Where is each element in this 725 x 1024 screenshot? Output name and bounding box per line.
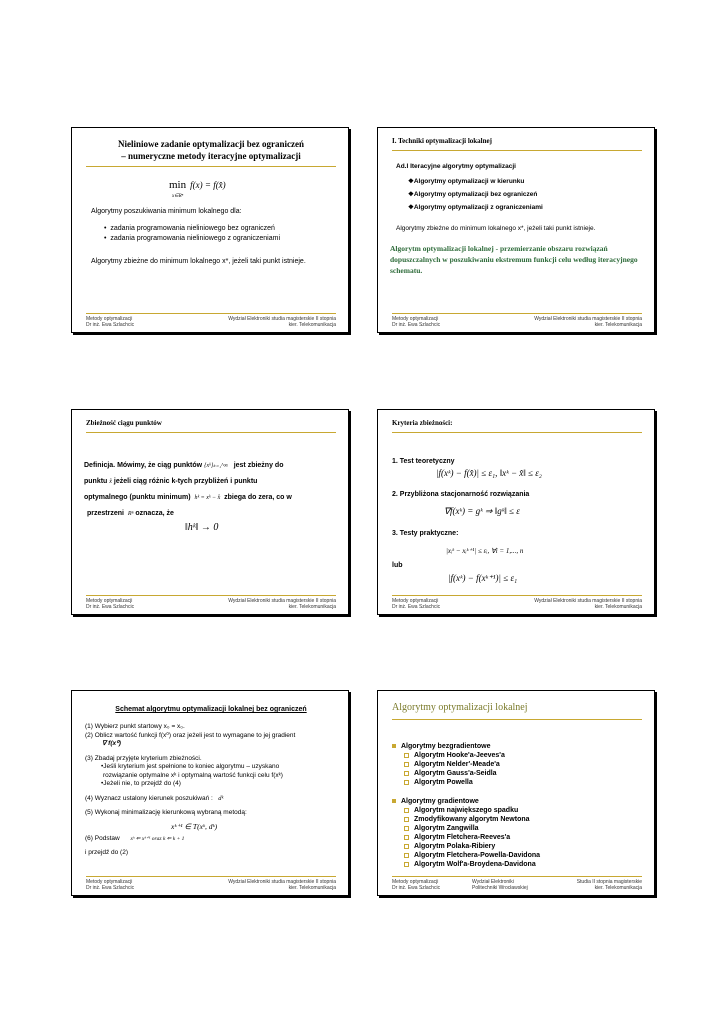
slide-title	[72, 138, 350, 162]
definition-block	[84, 458, 344, 522]
text: optymalnego (punktu minimum)	[84, 494, 191, 501]
step-5-formula: xᵏ⁺¹ ∈ T(xᵏ, dᵏ)	[171, 821, 218, 831]
group-gradient-free	[392, 742, 540, 751]
list-item-text: Algorytm Zangwilla	[414, 825, 479, 832]
footer-course: Metody optymalizacji	[86, 879, 133, 885]
list-item	[404, 751, 540, 760]
list-item-text: Algorytm Fletchera-Reeves'a	[414, 834, 511, 841]
footer-left	[86, 316, 134, 328]
step-1: (1) Wybierz punkt startowy x₀ = x₀.	[85, 723, 185, 730]
slide-6	[377, 690, 655, 896]
bullet-hollow-icon	[404, 753, 409, 758]
footer-university: Politechniki Wrocławskiej	[472, 885, 528, 891]
footer-rule	[392, 595, 642, 596]
gradient-free-list	[392, 751, 540, 787]
footer-program: kier. Telekomunikacja	[594, 604, 642, 610]
footer-middle	[472, 879, 528, 891]
footer-course: Metody optymalizacji	[392, 598, 439, 604]
bullet-hollow-icon	[404, 862, 409, 867]
slide-4	[377, 409, 655, 615]
group-title: Algorytmy gradientowe	[401, 798, 479, 805]
list-item-text: Algorytm Wolf'a-Broydena-Davidona	[414, 861, 536, 868]
footer-author: Dr inż. Ewa Szlachcic	[392, 322, 441, 328]
footer-course: Metody optymalizacji	[392, 316, 439, 322]
list-item	[404, 824, 540, 833]
footer-author: Dr inż. Ewa Szlachcic	[86, 604, 135, 610]
bullet-hollow-icon	[404, 771, 409, 776]
list-item-text: Algorytm Hooke'a-Jeeves'a	[414, 752, 505, 759]
list-item-text: Algorytm Gauss'a-Seidla	[414, 770, 497, 777]
footer-author: Dr inż. Ewa Szlachcic	[392, 604, 441, 610]
text: przestrzeni	[87, 510, 124, 517]
bullet-square-icon	[392, 744, 396, 748]
group-gradient	[392, 797, 540, 806]
footer-faculty: Wydział Elektroniki studia magisterskie II stopnia	[534, 598, 642, 604]
definition-line-4	[84, 506, 344, 522]
title-rule	[86, 432, 336, 433]
step-4	[85, 795, 340, 804]
criterion-4-formula: |f(xᵏ) − f(xᵏ⁺¹)| ≤ ε₁	[448, 573, 518, 583]
slide-title: Algorytmy optymalizacji lokalnej	[392, 702, 528, 713]
list-item-text: zadania programowania nieliniowego z ograniczeniami	[110, 235, 280, 242]
footer-faculty: Wydział Elektroniki studia magisterskie II stopnia	[228, 879, 336, 885]
convergence-text: Algorytmy zbieżne do minimum lokalnego x*, jeżeli taki punkt istnieje.	[396, 225, 596, 232]
bullet-list	[104, 224, 280, 244]
footer-right	[228, 879, 336, 891]
list-item-text: Algorytmy optymalizacji bez ograniczeń	[413, 191, 538, 198]
text: jeżeli ciąg różnic k-tych przybliżeń i punktu	[113, 478, 258, 485]
footer-left	[86, 598, 134, 610]
bullet-hollow-icon	[404, 762, 409, 767]
step-3-no: •Jeżeli nie, to przejdź do (4)	[101, 780, 181, 787]
list-item-text: Algorytm Polaka-Ribiery	[414, 843, 496, 850]
list-item-text: Algorytm Nelder'-Meade'a	[414, 761, 500, 768]
list-item: • zadania programowania nieliniowego z ograniczeniami	[104, 235, 280, 242]
footer-course: Metody optymalizacji	[86, 316, 133, 322]
footer-faculty: Wydział Elektroniki studia magisterskie II stopnia	[228, 316, 336, 322]
criterion-2-heading: 2. Przybliżona stacjonarność rozwiązania	[392, 491, 530, 498]
list-item	[404, 806, 540, 815]
bullet-hollow-icon	[404, 853, 409, 858]
criterion-1-heading: 1. Test teoretyczny	[392, 458, 455, 465]
footer-studies: Studia II stopnia magisterskie	[576, 879, 642, 885]
step-4-text: (4) Wyznacz ustalony kierunek poszukiwań :	[85, 794, 213, 802]
title-line-1: Nieliniowe zadanie optymalizacji bez ograniczeń	[118, 139, 304, 149]
criterion-2-formula: ∇f(xᵏ) = gᵏ ⇒ ‖gᵏ‖ ≤ ε	[444, 506, 520, 516]
slide-title: Zbieżność ciągu punktów	[86, 419, 162, 427]
footer-left	[392, 598, 440, 610]
bullet-hollow-icon	[404, 844, 409, 849]
list-item: • zadania programowania nieliniowego bez ograniczeń	[104, 225, 275, 232]
group-title: Algorytmy bezgradientowe	[401, 743, 491, 750]
text: zbiega do zera, co w	[224, 494, 292, 501]
text: punktu	[84, 478, 108, 485]
footer-program: kier. Telekomunikacja	[288, 604, 336, 610]
formula-min: min	[169, 179, 187, 191]
list-item-text: Algorytmy optymalizacji w kierunku	[413, 178, 525, 185]
step-6-formula: xᵏ ⇐ xᵏ⁺¹ oraz k ⇐ k + 1	[130, 836, 185, 842]
intro-text: Algorytmy poszukiwania minimum lokalnego dla:	[91, 208, 242, 215]
footer-rule	[392, 876, 642, 877]
footer-faculty: Wydział Elektroniki studia magisterskie II stopnia	[228, 598, 336, 604]
definition-line-3	[84, 490, 344, 506]
formula-sub: x∈Rⁿ	[172, 194, 184, 199]
slide-2	[377, 127, 655, 333]
convergence-text: Algorytmy zbieżne do minimum lokalnego x*, jeżeli taki punkt istnieje.	[91, 258, 306, 265]
technique-list	[408, 175, 543, 214]
list-item-text: Algorytm Powella	[414, 779, 473, 786]
bullet-hollow-icon	[404, 835, 409, 840]
list-item-text: zadania programowania nieliniowego bez ograniczeń	[110, 225, 275, 232]
spacer	[392, 787, 540, 797]
list-item	[404, 760, 540, 769]
step-3-result: rozwiązanie optymalne xᵏ i optymalną wartość funkcji celu f(xᵏ)	[103, 771, 283, 779]
footer-author: Dr inż. Ewa Szlachcic	[86, 885, 135, 891]
footer-faculty: Wydział Elektroniki studia magisterskie II stopnia	[534, 316, 642, 322]
footer-program: kier. Telekomunikacja	[288, 885, 336, 891]
step-3-yes: •Jeśli kryterium jest spełnione to koniec algorytmu – uzyskano	[101, 763, 280, 770]
step-7: i przejdź do (2)	[85, 848, 128, 856]
title-line-2: – numeryczne metody iteracyjne optymalizacji	[121, 151, 301, 161]
list-item	[404, 833, 540, 842]
list-item	[404, 769, 540, 778]
criterion-3-formula: |xᵢᵏ − xᵢᵏ⁺¹| ≤ εᵢ, ∀i = 1,..., n	[446, 547, 524, 555]
bullet-hollow-icon	[404, 826, 409, 831]
footer-program: kier. Telekomunikacja	[594, 885, 642, 891]
step-6	[85, 835, 340, 844]
bullet-hollow-icon	[404, 808, 409, 813]
slide-3	[71, 409, 349, 615]
title-rule	[392, 150, 642, 151]
bullet-hollow-icon	[404, 780, 409, 785]
footer-right	[534, 316, 642, 328]
slide-title: I. Techniki optymalizacji lokalnej	[392, 137, 492, 145]
point-symbol: x̂	[109, 479, 112, 485]
list-item-text: Algorytmy optymalizacji z ograniczeniami	[413, 204, 543, 211]
bullet-hollow-icon	[404, 817, 409, 822]
text: jest zbieżny do	[233, 462, 284, 469]
footer-author: Dr inż. Ewa Szlachcic	[86, 322, 135, 328]
footer-left	[392, 879, 440, 891]
difference-formula: hᵏ = xᵏ − x̂	[194, 495, 221, 501]
list-item: ❖Algorytmy optymalizacji w kierunku	[408, 178, 525, 185]
footer-left	[86, 879, 134, 891]
list-item	[404, 851, 540, 860]
title-rule	[86, 166, 336, 167]
footer-rule	[392, 313, 642, 314]
footer-program: kier. Telekomunikacja	[288, 322, 336, 328]
criterion-3-heading: 3. Testy praktyczne:	[392, 530, 459, 537]
footer-right	[577, 879, 642, 891]
footer-course: Metody optymalizacji	[86, 598, 133, 604]
gradient-list	[392, 806, 540, 869]
space-symbol: Rⁿ	[127, 511, 134, 517]
step-6-text: (6) Podstaw	[85, 835, 120, 842]
list-item: ❖Algorytmy optymalizacji bez ograniczeń	[408, 191, 538, 198]
footer-rule	[86, 595, 336, 596]
title-rule	[392, 719, 642, 720]
algorithm-steps	[85, 723, 340, 857]
criterion-1-formula: |f(xᵏ) − f(x̂)| ≤ ε₁, ‖xᵏ − x̂‖ ≤ ε₂	[436, 468, 542, 478]
footer-right	[534, 598, 642, 610]
step-2: (2) Oblicz wartość funkcji f(x⁰) oraz jeżeli jest to wymagane to jej gradient	[85, 731, 296, 739]
slide-title: Schemat algorytmu optymalizacji lokalnej bez ograniczeń	[115, 706, 307, 713]
footer-program: kier. Telekomunikacja	[594, 322, 642, 328]
step-2-gradient: ∇ f(x⁰)	[102, 740, 121, 747]
step-5: (5) Wykonaj minimalizację kierunkową wybraną metodą:	[85, 809, 247, 816]
bullet-square-icon	[392, 799, 396, 803]
definition-line-1	[84, 458, 344, 474]
footer-rule	[86, 313, 336, 314]
list-item	[404, 842, 540, 851]
sequence-symbol: {xᵏ}ₖ₌₁^∞	[204, 463, 228, 469]
step-3: (3) Zbadaj przyjęte kryterium zbieżności.	[85, 754, 202, 762]
list-item	[404, 778, 540, 787]
list-item	[404, 860, 540, 869]
text: oznacza, że	[135, 510, 174, 517]
slide-1	[71, 127, 349, 333]
or-label: lub	[392, 562, 403, 569]
section-heading: Ad.I Iteracyjne algorytmy optymalizacji	[396, 163, 516, 170]
list-item-text: Algorytm największego spadku	[414, 807, 519, 814]
footer-right	[228, 316, 336, 328]
formula	[169, 175, 226, 199]
footer-course: Metody optymalizacji	[392, 879, 439, 885]
definition-text: Algorytm optymalizacji lokalnej - przemierzanie obszaru rozwiązań dopuszczalnych w poszukiwaniu ekstremum funkcji celu według iteracyjnego schematu.	[390, 244, 638, 275]
list-item-text: Algorytm Fletchera-Powella-Davidona	[414, 852, 541, 859]
list-item: ❖Algorytmy optymalizacji z ograniczeniami	[408, 204, 543, 211]
text: Definicja. Mówimy, że ciąg punktów	[84, 462, 203, 469]
slide-title: Kryteria zbieżności:	[392, 419, 453, 427]
algorithm-groups	[392, 742, 540, 869]
formula-body: f(x) = f(x̂)	[190, 180, 226, 190]
norm-formula: ‖hᵏ‖ → 0	[185, 522, 219, 533]
definition-line-2	[84, 474, 344, 490]
footer-left	[392, 316, 440, 328]
footer-rule	[86, 876, 336, 877]
direction-symbol: dᵏ	[218, 794, 224, 802]
slide-5	[71, 690, 349, 896]
list-item	[404, 815, 540, 824]
footer-author: Dr inż. Ewa Szlachcic	[392, 885, 441, 891]
footer-right	[228, 598, 336, 610]
list-item-text: Zmodyfikowany algorytm Newtona	[414, 816, 530, 823]
title-rule	[392, 432, 642, 433]
footer-faculty: Wydział Elektroniki	[472, 879, 514, 885]
